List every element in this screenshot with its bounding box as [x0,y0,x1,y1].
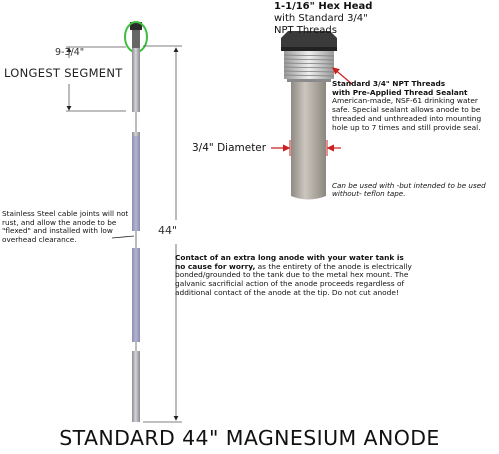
hex-head-line2: NPT Threads [274,25,337,36]
rod-segment-4 [132,351,140,422]
npt-body: American-made, NSF-61 drinking water safe. Special sealant allows anode to be threaded and unthreaded into mounting hole up to 7 times and still provide seal. [332,96,482,132]
rod-segment-1 [132,48,140,112]
hex-head-title: 1-1/16" Hex Head [274,1,373,12]
page-title: STANDARD 44" MAGNESIUM ANODE [59,426,440,450]
rod-segment-2 [132,136,140,231]
teflon-note: Can be used with -but intended to be used without- teflon tape. [332,181,486,199]
stainless-note: Stainless Steel cable joints will not rust, and allow the anode to be "flexed" and installed with low overhead clearance. [2,209,129,244]
small-threads [132,30,140,48]
longest-segment-label: LONGEST SEGMENT [4,66,123,80]
npt-title-1: Standard 3/4" NPT Threads [332,79,446,88]
contact-note [175,254,415,298]
contact-lead: Contact of an extra long anode with your water tank is no cause for worry, [175,253,404,271]
overall-length-label: 44" [158,224,178,237]
large-rod [291,82,326,200]
npt-title-2: with Pre-Applied Thread Sealant [332,87,468,97]
segment-length-label: 9-3/4" [55,47,85,58]
contact-body: as the entirety of the anode is electrically bonded/grounded to the tank due to the metal hex mount. The galvanic sacrificial action of the anode proceeds regardless of additional contact of the anode at the tip. Do not cut anode! [175,261,412,297]
large-anode-closeup [281,31,337,200]
hex-head-line1: with Standard 3/4" [274,13,368,24]
diameter-label: 3/4" Diameter [192,142,267,154]
rod-segment-3 [132,248,140,342]
npt-thread-callout [332,80,494,132]
